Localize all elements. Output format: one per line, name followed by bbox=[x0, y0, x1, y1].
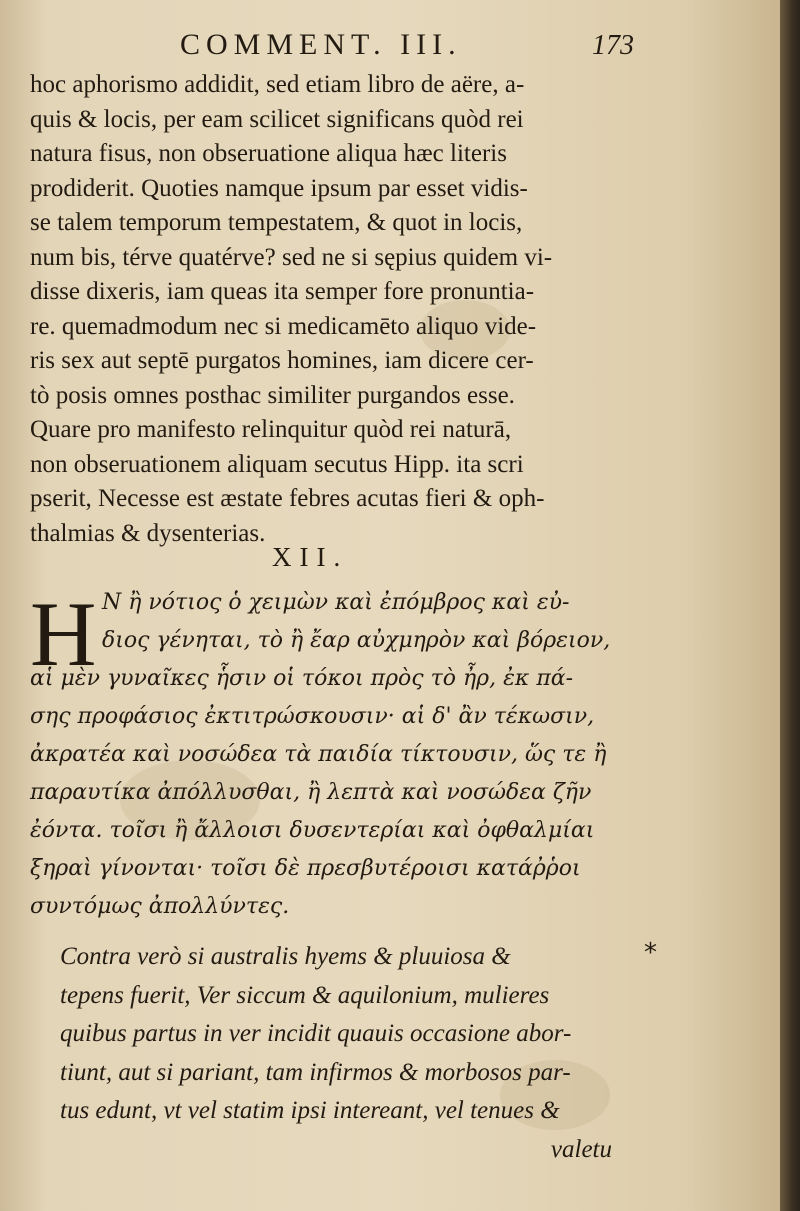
greek-line: διος γένηται, τὸ ἢ ἔαρ αὐχμηρὸν καὶ βόρειον, bbox=[102, 628, 611, 653]
greek-line: ξηραὶ γίνονται· τοῖσι δὲ πρεσβυτέροισι κατάῤῥοι bbox=[30, 856, 581, 881]
text-line: prodiderit. Quoties namque ipsum par esset vidis- bbox=[30, 174, 528, 202]
running-head: COMMENT. III. bbox=[180, 28, 462, 61]
text-line: thalmias & dysenterias. bbox=[30, 519, 266, 547]
text-line: Quare pro manifesto relinquitur quòd rei naturā, bbox=[30, 416, 512, 443]
margin-asterisk: * bbox=[644, 938, 657, 968]
text-line: se talem temporum tempestatem, & quot in locis, bbox=[30, 209, 523, 236]
text-line: tepens fuerit, Ver siccum & aquilonium, mulieres bbox=[60, 981, 550, 1009]
greek-line: παραυτίκα ἀπόλλυσθαι, ἢ λεπτὰ καὶ νοσώδεα ζῆν bbox=[30, 780, 592, 805]
page-number: 173 bbox=[592, 30, 634, 61]
text-line: pserit, Necesse est æstate febres acutas fieri & oph- bbox=[30, 485, 545, 512]
greek-line: αἱ μὲν γυναῖκες ἧσιν οἱ τόκοι πρὸς τὸ ἦρ, ἐκ πά- bbox=[30, 666, 574, 691]
greek-line: ἐόντα. τοῖσι ἢ ἄλλοισι δυσεντερίαι καὶ ὀφθαλμίαι bbox=[30, 818, 595, 843]
text-line: re. quemadmodum nec si medicamēto aliquo vide- bbox=[30, 312, 537, 340]
greek-aphorism bbox=[30, 584, 630, 924]
text-line: num bis, térve quatérve? sed ne si sępius quidem vi- bbox=[30, 243, 553, 271]
text-line: tò posis omnes posthac similiter purgandos esse. bbox=[30, 381, 515, 409]
commentary-text bbox=[30, 68, 620, 551]
text-line: Contra verò si australis hyems & pluuiosa & bbox=[60, 943, 511, 970]
text-line: ris sex aut septē purgatos homines, iam dicere cer- bbox=[30, 347, 534, 374]
text-line: disse dixeris, iam queas ita semper fore pronuntia- bbox=[30, 278, 535, 305]
greek-line: ἀκρατέα καὶ νοσώδεα τὰ παιδία τίκτουσιν, ὥς τε ἢ bbox=[30, 742, 607, 767]
text-line: quis & locis, per eam scilicet significans quòd rei bbox=[30, 105, 524, 133]
text-line: tus edunt, vt vel statim ipsi intereant, vel tenues & bbox=[60, 1097, 560, 1124]
catchword: valetu bbox=[550, 1135, 612, 1163]
text-line: tiunt, aut si pariant, tam infirmos & morbosos par- bbox=[60, 1058, 571, 1086]
book-gutter bbox=[780, 0, 800, 1211]
text-line: quibus partus in ver incidit quauis occasione abor- bbox=[60, 1020, 572, 1047]
greek-line: Ν ἢ νότιος ὁ χειμὼν καὶ ἐπόμβρος καὶ εὐ- bbox=[102, 590, 570, 615]
greek-line: σης προφάσιος ἐκτιτρώσκουσιν· αἱ δ' ἂν τέκωσιν, bbox=[30, 704, 595, 729]
section-number: XII. bbox=[272, 542, 349, 572]
page-header bbox=[0, 28, 780, 68]
text-line: non obseruationem aliquam secutus Hipp. ita scri bbox=[30, 450, 524, 478]
text-line: hoc aphorismo addidit, sed etiam libro de aëre, a- bbox=[30, 71, 525, 98]
latin-translation bbox=[60, 938, 630, 1169]
text-line: natura fisus, non obseruatione aliqua hæc literis bbox=[30, 140, 507, 167]
drop-cap: H bbox=[30, 583, 97, 685]
greek-line: συντόμως ἀπολλύντες. bbox=[30, 894, 290, 919]
